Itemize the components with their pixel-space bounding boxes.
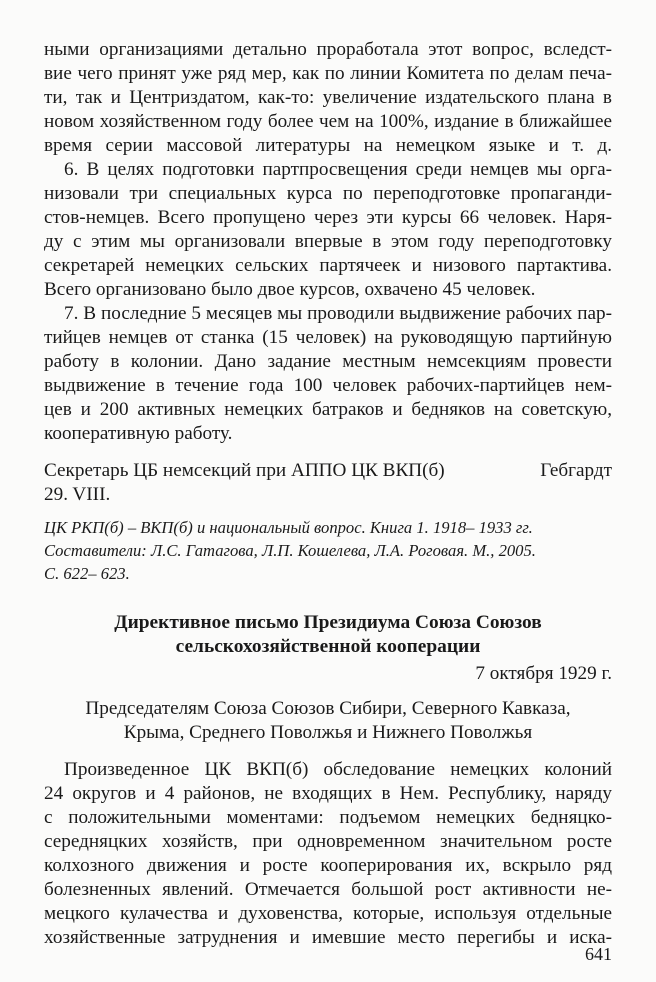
body-line: хозяйственные затруднения и имевшие место перегибы и иска- (44, 927, 612, 948)
body-line: Произведенное ЦК ВКП(б) обследование немецких колоний (64, 759, 612, 780)
paragraph-line: ти, так и Центриздатом, как-то: увеличение издательского плана в (44, 87, 612, 108)
citation-line: С. 622– 623. (44, 564, 130, 583)
signature-name: Гебгардт (540, 460, 612, 481)
paragraph-line: работу в колонии. Дано задание местным немсекциям провести (44, 351, 612, 372)
paragraph-line: Всего организовано было двое курсов, охвачено 45 человек. (44, 279, 536, 300)
paragraph-line: низовали три специальных курса по переподготовке пропаганди- (44, 183, 612, 204)
citation-line: ЦК РКП(б) – ВКП(б) и национальный вопрос. Книга 1. 1918– 1933 гг. (44, 518, 533, 537)
document-title: сельскохозяйственной кооперации (175, 636, 481, 657)
paragraph-line: стов-немцев. Всего пропущено через эти курсы 66 человек. Наря- (44, 207, 612, 228)
body-line: с положительными моментами: подъемом немецких бедняцко- (44, 807, 612, 828)
body-line: 24 округов и 4 районов, не входящих в Нем. Республику, наряду (44, 783, 612, 804)
signature-position: Секретарь ЦБ немсекций при АППО ЦК ВКП(б) (44, 460, 445, 481)
document-title: Директивное письмо Президиума Союза Союзов (114, 612, 542, 633)
paragraph-line: цев и 200 активных немецких батраков и бедняков на советскую, (44, 399, 612, 420)
citation-line: Составители: Л.С. Гатагова, Л.П. Кошелева, Л.А. Роговая. М., 2005. (44, 541, 536, 560)
paragraph-line: кооперативную работу. (44, 423, 233, 444)
paragraph-line: выдвижение в течение года 100 человек рабочих-партийцев нем- (44, 375, 612, 396)
addressee-line: Крыма, Среднего Поволжья и Нижнего Поволжья (123, 722, 533, 743)
body-line: болезненных явлений. Отмечается большой рост активности не- (44, 879, 612, 900)
body-line: мецкого кулачества и духовенства, которые, используя отдельные (44, 903, 612, 924)
paragraph-line: ными организациями детально проработала этот вопрос, вследст- (44, 39, 612, 60)
paragraph-line: вие чего принят уже ряд мер, как по линии Комитета по делам печа- (44, 63, 612, 84)
paragraph-line: ду с этим мы организовали впервые в этом году переподготовку (44, 231, 612, 252)
page-number: 641 (585, 944, 612, 964)
paragraph-line: секретарей немецких сельских партячеек и низового партактива. (44, 255, 612, 276)
paragraph-line: 6. В целях подготовки партпросвещения среди немцев мы орга- (64, 159, 612, 180)
paragraph-line: время серии массовой литературы на немецком языке и т. д. (44, 135, 612, 156)
paragraph-line: новом хозяйственном году более чем на 100%, издание в ближайшее (44, 111, 612, 132)
document-date: 7 октября 1929 г. (475, 663, 612, 684)
paragraph-line: тийцев немцев от станка (15 человек) на руководящую партийную (44, 327, 612, 348)
signature-date: 29. VIII. (44, 484, 111, 505)
body-line: колхозного движения и росте кооперирования их, вскрыло ряд (44, 855, 612, 876)
paragraph-line: 7. В последние 5 месяцев мы проводили выдвижение рабочих пар- (64, 303, 612, 324)
signature-line (44, 459, 612, 483)
addressee-line: Председателям Союза Союзов Сибири, Северного Кавказа, (85, 698, 571, 719)
body-line: середняцких хозяйств, при одновременном значительном росте (44, 831, 612, 852)
